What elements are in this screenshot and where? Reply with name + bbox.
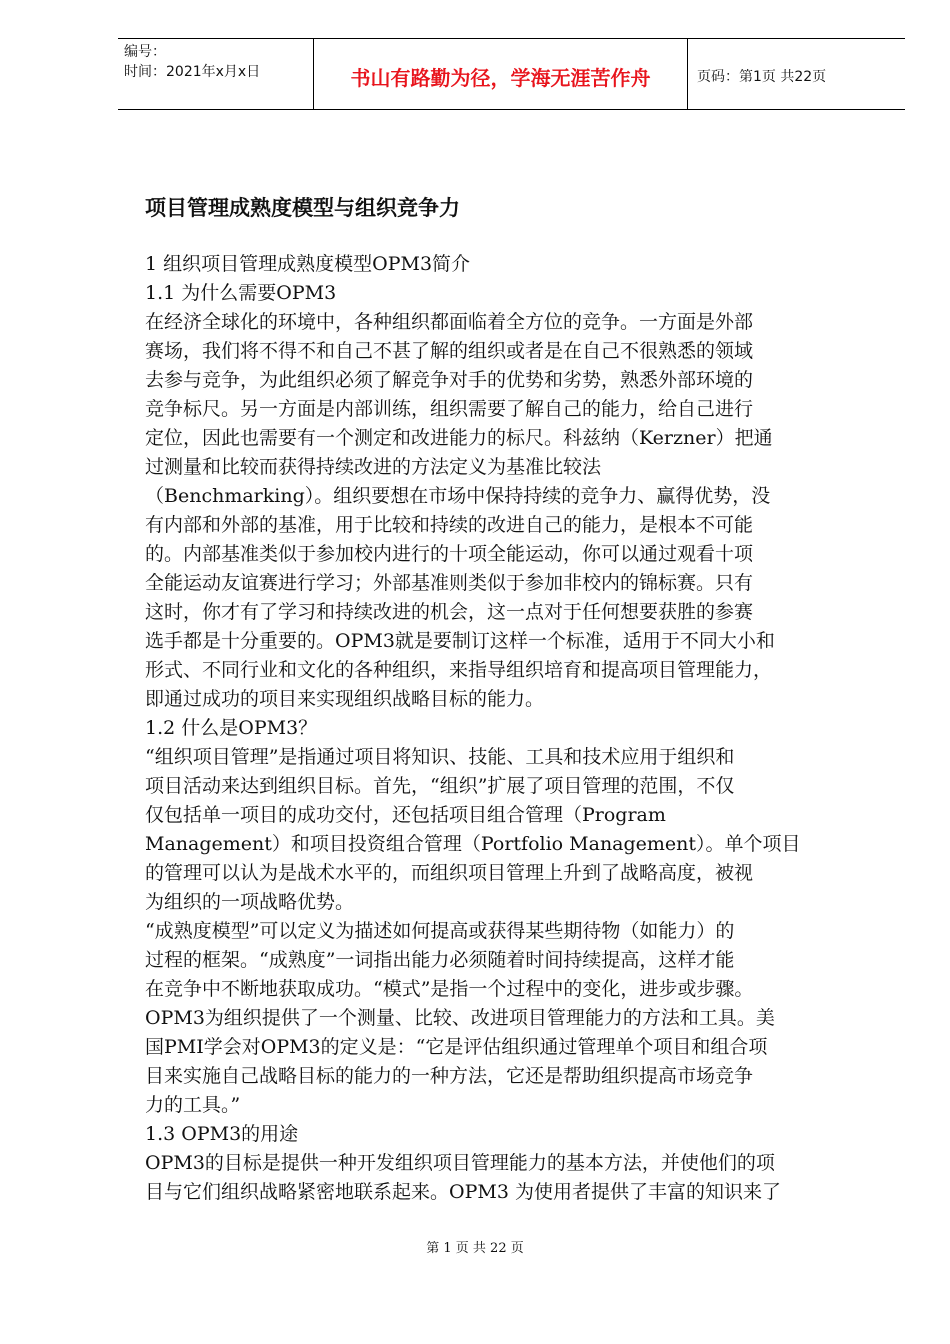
text-line: 竞争标尺。另一方面是内部训练，组织需要了解自己的能力，给自己进行: [145, 398, 754, 420]
text-line: 的。内部基准类似于参加校内进行的十项全能运动，你可以通过观看十项: [145, 543, 754, 565]
text-line: 过测量和比较而获得持续改进的方法定义为基准比较法: [145, 456, 602, 478]
text-line: 国PMI学会对OPM3的定义是：“它是评估组织通过管理单个项目和组合项: [145, 1036, 768, 1058]
text-line: 仅包括单一项目的成功交付，还包括项目组合管理（Program: [145, 804, 666, 826]
text-line: 在竞争中不断地获取成功。“模式”是指一个过程中的变化，进步或步骤。: [145, 978, 754, 1000]
page-header: [118, 38, 905, 110]
text-line: 项目活动来达到组织目标。首先，“组织”扩展了项目管理的范围，不仅: [145, 775, 735, 797]
body-text: [145, 250, 875, 1207]
text-line: 形式、不同行业和文化的各种组织，来指导组织培育和提高项目管理能力，: [145, 659, 773, 681]
text-line: 选手都是十分重要的。OPM3就是要制订这样一个标准，适用于不同大小和: [145, 630, 775, 652]
document-title: 项目管理成熟度模型与组织竞争力: [145, 196, 460, 220]
text-line: Management）和项目投资组合管理（Portfolio Management）。单个项目: [145, 833, 801, 855]
text-line: 1.2 什么是OPM3？: [145, 717, 318, 739]
text-line: OPM3为组织提供了一个测量、比较、改进项目管理能力的方法和工具。美: [145, 1007, 775, 1029]
text-line: 全能运动友谊赛进行学习；外部基准则类似于参加非校内的锦标赛。只有: [145, 572, 754, 594]
text-line: 定位，因此也需要有一个测定和改进能力的标尺。科兹纳（Kerzner）把通: [145, 427, 773, 449]
header-meta-cell: [118, 39, 314, 109]
text-line: 赛场，我们将不得不和自己不甚了解的组织或者是在自己不很熟悉的领域: [145, 340, 754, 362]
document-body: [145, 192, 875, 1207]
text-line: OPM3的目标是提供一种开发组织项目管理能力的基本方法，并使他们的项: [145, 1152, 775, 1174]
text-line: 的管理可以认为是战术水平的，而组织项目管理上升到了战略高度，被视: [145, 862, 754, 884]
text-line: 目与它们组织战略紧密地联系起来。OPM3 为使用者提供了丰富的知识来了: [145, 1181, 781, 1203]
text-line: 这时，你才有了学习和持续改进的机会，这一点对于任何想要获胜的参赛: [145, 601, 754, 623]
document-number-label: 编号：: [124, 44, 166, 60]
text-line: 1.1 为什么需要OPM3: [145, 282, 337, 304]
document-time-label: 时间：2021年x月x日: [124, 64, 261, 80]
text-line: “成熟度模型”可以定义为描述如何提高或获得某些期待物（如能力）的: [145, 920, 735, 942]
text-line: 目来实施自己战略目标的能力的一种方法，它还是帮助组织提高市场竞争: [145, 1065, 754, 1087]
text-line: 过程的框架。“成熟度”一词指出能力必须随着时间持续提高，这样才能: [145, 949, 735, 971]
text-line: 1 组织项目管理成熟度模型OPM3简介: [145, 253, 471, 275]
text-line: 去参与竞争，为此组织必须了解竞争对手的优势和劣势，熟悉外部环境的: [145, 369, 754, 391]
header-motto: 书山有路勤为径，学海无涯苦作舟: [314, 39, 688, 109]
text-line: “组织项目管理”是指通过项目将知识、技能、工具和技术应用于组织和: [145, 746, 735, 768]
text-line: （Benchmarking）。组织要想在市场中保持持续的竞争力、赢得优势，没: [145, 485, 771, 507]
header-page-info: 页码：第1页 共22页: [697, 69, 827, 85]
text-line: 在经济全球化的环境中，各种组织都面临着全方位的竞争。一方面是外部: [145, 311, 754, 333]
text-line: 力的工具。”: [145, 1094, 241, 1116]
text-line: 为组织的一项战略优势。: [145, 891, 355, 913]
page-footer: 第 1 页 共 22 页: [426, 1241, 524, 1256]
text-line: 即通过成功的项目来实现组织战略目标的能力。: [145, 688, 545, 710]
text-line: 有内部和外部的基准，用于比较和持续的改进自己的能力，是根本不可能: [145, 514, 754, 536]
text-line: 1.3 OPM3的用途: [145, 1123, 299, 1145]
